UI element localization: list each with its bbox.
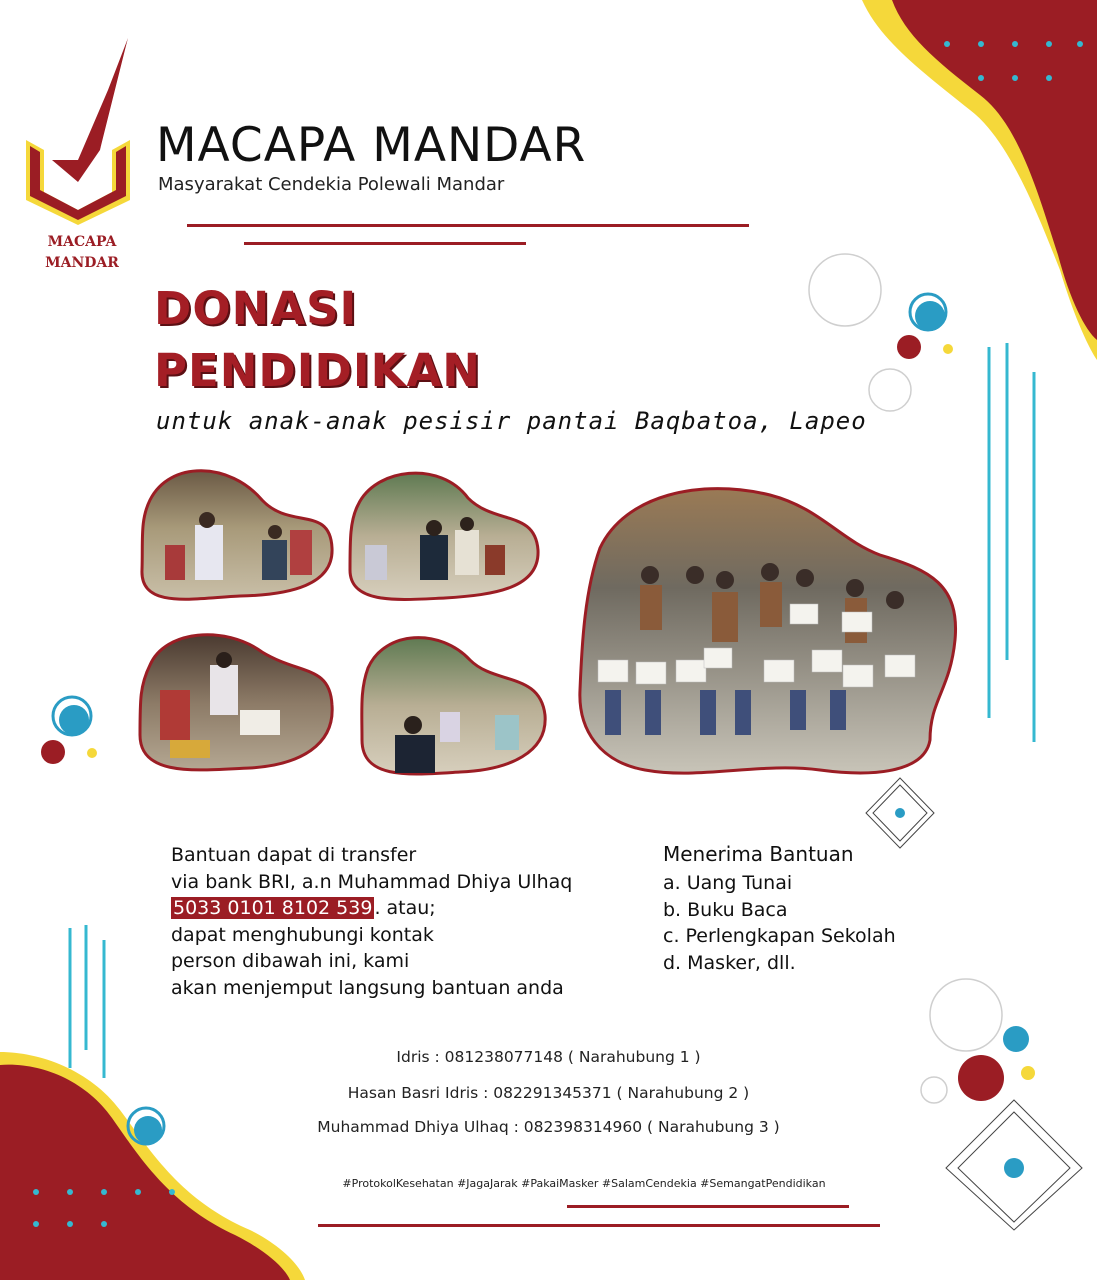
campaign-title-line1: DONASI bbox=[154, 282, 358, 335]
campaign-title-line2: PENDIDIKAN bbox=[154, 344, 481, 397]
contact-person-2: Hasan Basri Idris : 082291345371 ( Narahubung 2 ) bbox=[347, 1084, 750, 1102]
transfer-line3-suffix: . atau; bbox=[374, 897, 436, 919]
receive-item: b. Buku Baca bbox=[663, 898, 788, 921]
account-number: 5033 0101 8102 539 bbox=[173, 897, 373, 919]
photo-children-studying-1 bbox=[142, 471, 332, 599]
brand-title: MACAPA MANDAR bbox=[156, 118, 587, 173]
contact-person-1: Idris : 081238077148 ( Narahubung 1 ) bbox=[396, 1048, 701, 1066]
photo-children-studying-2 bbox=[350, 473, 538, 599]
campaign-subtitle: untuk anak-anak pesisir pantai Baqbatoa, Lapeo bbox=[156, 407, 867, 435]
transfer-line2: via bank BRI, a.n Muhammad Dhiya Ulhaq bbox=[171, 870, 573, 893]
contact-person-3: Muhammad Dhiya Ulhaq : 082398314960 ( Narahubung 3 ) bbox=[317, 1118, 780, 1136]
photo-children-with-volunteers bbox=[362, 638, 545, 774]
receive-item: a. Uang Tunai bbox=[663, 872, 793, 894]
transfer-line6: akan menjemput langsung bantuan anda bbox=[171, 976, 564, 999]
hashtags: #ProtokolKesehatan #JagaJarak #PakaiMasker #SalamCendekia #SemangatPendidikan bbox=[342, 1177, 826, 1190]
photo-children-drawing bbox=[140, 635, 332, 770]
transfer-line5: person dibawah ini, kami bbox=[171, 950, 410, 972]
transfer-info bbox=[171, 842, 572, 1001]
logo-line1: MACAPA bbox=[47, 234, 117, 250]
receive-item: c. Perlengkapan Sekolah bbox=[663, 925, 896, 947]
footer-divider bbox=[318, 1224, 880, 1227]
transfer-line4: dapat menghubungi kontak bbox=[171, 923, 434, 946]
receive-item: d. Masker, dll. bbox=[663, 951, 796, 974]
footer-divider bbox=[567, 1205, 849, 1208]
receive-section bbox=[663, 842, 896, 976]
transfer-line3 bbox=[171, 895, 572, 922]
transfer-line1: Bantuan dapat di transfer bbox=[171, 844, 417, 866]
receive-heading: Menerima Bantuan bbox=[663, 842, 854, 866]
photo-group-with-drawings bbox=[580, 489, 956, 773]
logo-line2: MANDAR bbox=[45, 255, 119, 271]
brand-subtitle: Masyarakat Cendekia Polewali Mandar bbox=[158, 174, 505, 195]
